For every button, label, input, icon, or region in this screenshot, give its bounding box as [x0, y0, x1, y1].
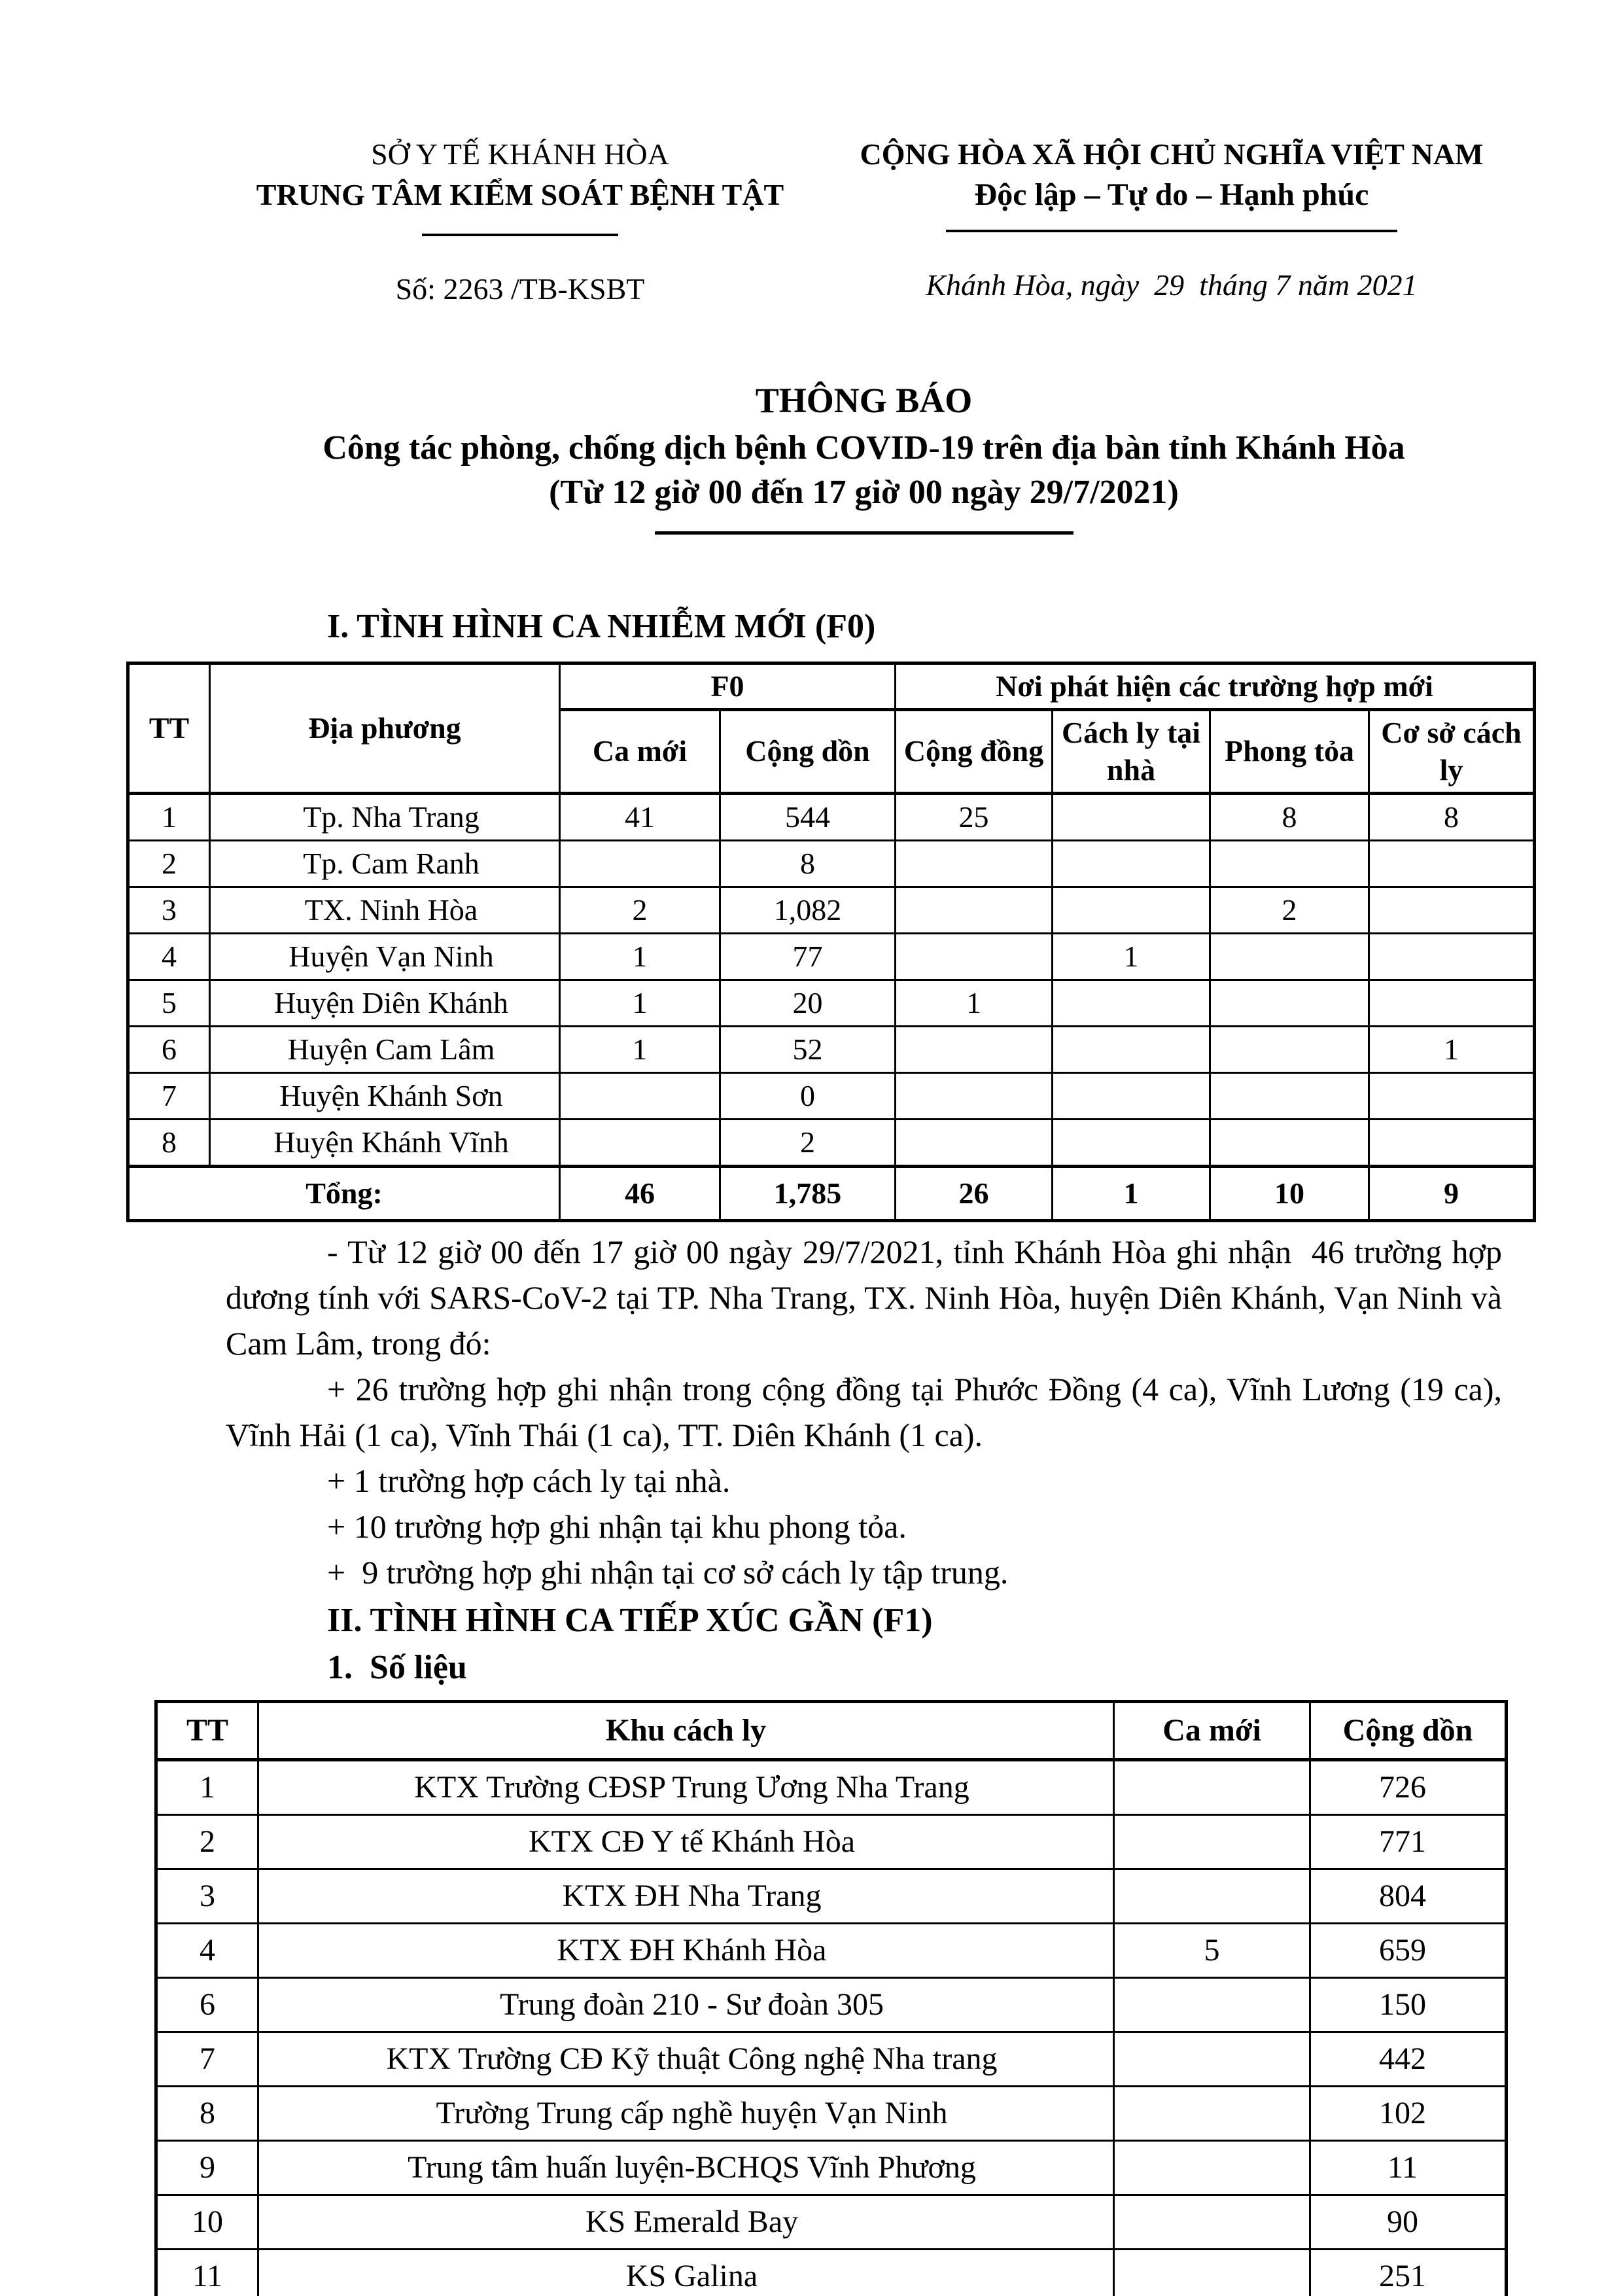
report-period: (Từ 12 giờ 00 đến 17 giờ 00 ngày 29/7/2021): [549, 474, 1179, 511]
cell-new: [560, 1119, 720, 1166]
cell-tt: 2: [156, 1814, 258, 1869]
f0-col-header-community: Cộng đồng: [896, 709, 1053, 793]
document-number: Số: 2263 /TB-KSBT: [395, 272, 645, 306]
cell-cumulative: 102: [1310, 2086, 1507, 2140]
table-row: [156, 2140, 1507, 2195]
cell-new: [1114, 2195, 1310, 2249]
cell-tt: 8: [156, 2086, 258, 2140]
table-row: [156, 2032, 1507, 2086]
f0-cases-table: [126, 662, 1536, 1222]
cell-lockdown: [1210, 840, 1369, 887]
cell-home: [1053, 887, 1210, 933]
cell-lockdown: 8: [1210, 793, 1369, 840]
f0-col-header-home: Cách ly tại nhà: [1053, 709, 1210, 793]
cell-area: KS Galina: [258, 2249, 1114, 2296]
cell-facility: [1369, 980, 1535, 1026]
body-paragraph: - Từ 12 giờ 00 đến 17 giờ 00 ngày 29/7/2021, tỉnh Khánh Hòa ghi nhận 46 trường hợp dương tính với SARS-CoV-2 tại TP. Nha Trang, TX. Ninh Hòa, huyện Diên Khánh, Vạn Ninh và Cam Lâm, trong đó:: [226, 1233, 1510, 1362]
cell-tt: 2: [128, 840, 210, 887]
cell-tt: 10: [156, 2195, 258, 2249]
cell-facility: 1: [1369, 1026, 1535, 1072]
f1-header-row: [156, 1701, 1507, 1759]
cell-tt: 4: [156, 1923, 258, 1977]
f1-col-header-new: Ca mới: [1114, 1701, 1310, 1759]
cell-area: KTX ĐH Khánh Hòa: [258, 1923, 1114, 1977]
table-row: [156, 2195, 1507, 2249]
title-block: [226, 378, 1502, 535]
cell-new: 5: [1114, 1923, 1310, 1977]
body-paragraph: + 26 trường hợp ghi nhận trong cộng đồng tại Phước Đồng (4 ca), Vĩnh Lương (19 ca), Vĩnh Hải (1 ca), Vĩnh Thái (1 ca), TT. Diên Khánh (1 ca).: [226, 1370, 1510, 1453]
cell-home: [1053, 793, 1210, 840]
cell-area: KTX CĐ Y tế Khánh Hòa: [258, 1814, 1114, 1869]
cell-community: [896, 933, 1053, 980]
cell-location: Tp. Nha Trang: [210, 793, 560, 840]
table-row: [128, 1026, 1535, 1072]
cell-new: [1114, 2032, 1310, 2086]
f0-total-cumulative: 1,785: [720, 1166, 896, 1220]
cell-tt: 7: [156, 2032, 258, 2086]
cell-new: [1114, 2140, 1310, 2195]
table-row: [128, 840, 1535, 887]
table-row: [156, 2086, 1507, 2140]
cell-new: 1: [560, 933, 720, 980]
table-row: [128, 1072, 1535, 1119]
cell-cumulative: 90: [1310, 2195, 1507, 2249]
cell-new: 41: [560, 793, 720, 840]
f0-group-header-f0: F0: [560, 663, 896, 710]
table-row: [156, 1869, 1507, 1923]
org-parent-name: SỞ Y TẾ KHÁNH HÒA: [371, 137, 669, 171]
table-row: [156, 2249, 1507, 2296]
cell-new: 1: [560, 1026, 720, 1072]
f0-header-row-1: [128, 663, 1535, 710]
f1-col-header-area: Khu cách ly: [258, 1701, 1114, 1759]
table-row: [156, 1814, 1507, 1869]
document-subtitle: Công tác phòng, chống dịch bệnh COVID-19 trên địa bàn tỉnh Khánh Hòa: [323, 429, 1405, 467]
cell-community: [896, 1026, 1053, 1072]
f1-col-header-tt: TT: [156, 1701, 258, 1759]
cell-new: [1114, 1814, 1310, 1869]
cell-community: [896, 887, 1053, 933]
table-row: [156, 1977, 1507, 2032]
national-motto-block: [841, 134, 1502, 302]
cell-cumulative: 804: [1310, 1869, 1507, 1923]
cell-cumulative: 11: [1310, 2140, 1507, 2195]
section1-heading: I. TÌNH HÌNH CA NHIỄM MỚI (F0): [327, 608, 876, 645]
cell-community: [896, 1072, 1053, 1119]
cell-community: 25: [896, 793, 1053, 840]
cell-location: TX. Ninh Hòa: [210, 887, 560, 933]
cell-cumulative: 0: [720, 1072, 896, 1119]
cell-facility: [1369, 1119, 1535, 1166]
cell-community: 1: [896, 980, 1053, 1026]
table-row: [128, 887, 1535, 933]
table-row: [156, 1759, 1507, 1814]
cell-tt: 5: [128, 980, 210, 1026]
cell-facility: [1369, 1072, 1535, 1119]
summary-paragraphs: [226, 1229, 1510, 1595]
header-right-rule: [946, 230, 1397, 232]
table-row: [156, 1923, 1507, 1977]
f0-col-header-location: Địa phương: [210, 663, 560, 794]
cell-area: KTX ĐH Nha Trang: [258, 1869, 1114, 1923]
cell-cumulative: 52: [720, 1026, 896, 1072]
cell-cumulative: 77: [720, 933, 896, 980]
cell-facility: [1369, 840, 1535, 887]
cell-new: [1114, 1869, 1310, 1923]
f1-col-header-cumulative: Cộng dồn: [1310, 1701, 1507, 1759]
cell-cumulative: 442: [1310, 2032, 1507, 2086]
cell-tt: 1: [156, 1759, 258, 1814]
cell-tt: 3: [156, 1869, 258, 1923]
place-date-line: Khánh Hòa, ngày 29 tháng 7 năm 2021: [926, 268, 1418, 302]
cell-tt: 11: [156, 2249, 258, 2296]
section2-heading: II. TÌNH HÌNH CA TIẾP XÚC GẦN (F1): [327, 1601, 933, 1639]
cell-location: Tp. Cam Ranh: [210, 840, 560, 887]
cell-cumulative: 1,082: [720, 887, 896, 933]
issuing-org-block: [226, 134, 814, 306]
table-row: [128, 1119, 1535, 1166]
cell-home: [1053, 1072, 1210, 1119]
f0-total-home: 1: [1053, 1166, 1210, 1220]
cell-facility: 8: [1369, 793, 1535, 840]
cell-tt: 6: [156, 1977, 258, 2032]
f0-col-header-cumulative: Cộng dồn: [720, 709, 896, 793]
document-header: [226, 134, 1502, 306]
cell-tt: 9: [156, 2140, 258, 2195]
cell-area: Trung tâm huấn luyện-BCHQS Vĩnh Phương: [258, 2140, 1114, 2195]
f0-total-community: 26: [896, 1166, 1053, 1220]
cell-area: KS Emerald Bay: [258, 2195, 1114, 2249]
cell-tt: 3: [128, 887, 210, 933]
cell-cumulative: 726: [1310, 1759, 1507, 1814]
cell-facility: [1369, 933, 1535, 980]
cell-location: Huyện Diên Khánh: [210, 980, 560, 1026]
country-title: CỘNG HÒA XÃ HỘI CHỦ NGHĨA VIỆT NAM: [860, 137, 1484, 171]
cell-area: KTX Trường CĐSP Trung Ương Nha Trang: [258, 1759, 1114, 1814]
f0-col-header-tt: TT: [128, 663, 210, 794]
body-paragraph: + 1 trường hợp cách ly tại nhà.: [327, 1462, 731, 1499]
cell-cumulative: 20: [720, 980, 896, 1026]
cell-tt: 1: [128, 793, 210, 840]
cell-location: Huyện Khánh Sơn: [210, 1072, 560, 1119]
cell-cumulative: 659: [1310, 1923, 1507, 1977]
cell-community: [896, 840, 1053, 887]
cell-facility: [1369, 887, 1535, 933]
cell-area: KTX Trường CĐ Kỹ thuật Công nghệ Nha trang: [258, 2032, 1114, 2086]
f0-col-header-new: Ca mới: [560, 709, 720, 793]
f0-col-header-lockdown: Phong tỏa: [1210, 709, 1369, 793]
cell-tt: 4: [128, 933, 210, 980]
cell-new: [560, 840, 720, 887]
cell-location: Huyện Vạn Ninh: [210, 933, 560, 980]
cell-location: Huyện Khánh Vĩnh: [210, 1119, 560, 1166]
cell-location: Huyện Cam Lâm: [210, 1026, 560, 1072]
f1-quarantine-table: [154, 1700, 1508, 2296]
table-row: [128, 793, 1535, 840]
cell-lockdown: [1210, 1026, 1369, 1072]
f0-total-lockdown: 10: [1210, 1166, 1369, 1220]
cell-area: Trường Trung cấp nghề huyện Vạn Ninh: [258, 2086, 1114, 2140]
cell-home: [1053, 980, 1210, 1026]
cell-tt: 7: [128, 1072, 210, 1119]
table-row: [128, 933, 1535, 980]
body-paragraph: + 10 trường hợp ghi nhận tại khu phong tỏa.: [327, 1508, 907, 1545]
cell-new: [1114, 1977, 1310, 2032]
body-paragraph: + 9 trường hợp ghi nhận tại cơ sở cách ly tập trung.: [327, 1553, 1009, 1591]
table-row: [128, 980, 1535, 1026]
f0-total-facility: 9: [1369, 1166, 1535, 1220]
cell-lockdown: 2: [1210, 887, 1369, 933]
cell-new: [1114, 2086, 1310, 2140]
f0-group-header-detection: Nơi phát hiện các trường hợp mới: [896, 663, 1535, 710]
cell-new: [1114, 1759, 1310, 1814]
cell-cumulative: 8: [720, 840, 896, 887]
section2-subheading: 1. Số liệu: [327, 1648, 467, 1686]
cell-new: [1114, 2249, 1310, 2296]
org-name: TRUNG TÂM KIỂM SOÁT BỆNH TẬT: [256, 178, 784, 211]
cell-home: 1: [1053, 933, 1210, 980]
f0-total-row: [128, 1166, 1535, 1220]
cell-cumulative: 544: [720, 793, 896, 840]
cell-lockdown: [1210, 1072, 1369, 1119]
cell-home: [1053, 840, 1210, 887]
cell-home: [1053, 1119, 1210, 1166]
national-motto: Độc lập – Tự do – Hạnh phúc: [974, 177, 1369, 212]
title-rule: [655, 531, 1073, 535]
cell-tt: 8: [128, 1119, 210, 1166]
cell-community: [896, 1119, 1053, 1166]
header-left-rule: [422, 234, 618, 236]
cell-lockdown: [1210, 980, 1369, 1026]
cell-new: [560, 1072, 720, 1119]
cell-cumulative: 2: [720, 1119, 896, 1166]
cell-cumulative: 150: [1310, 1977, 1507, 2032]
f0-total-label: Tổng:: [128, 1166, 560, 1220]
cell-area: Trung đoàn 210 - Sư đoàn 305: [258, 1977, 1114, 2032]
cell-home: [1053, 1026, 1210, 1072]
cell-lockdown: [1210, 933, 1369, 980]
cell-lockdown: [1210, 1119, 1369, 1166]
cell-cumulative: 251: [1310, 2249, 1507, 2296]
cell-new: 1: [560, 980, 720, 1026]
document-title: THÔNG BÁO: [755, 381, 973, 420]
cell-new: 2: [560, 887, 720, 933]
f0-total-new: 46: [560, 1166, 720, 1220]
f0-col-header-facility: Cơ sở cách ly: [1369, 709, 1535, 793]
cell-cumulative: 771: [1310, 1814, 1507, 1869]
cell-tt: 6: [128, 1026, 210, 1072]
